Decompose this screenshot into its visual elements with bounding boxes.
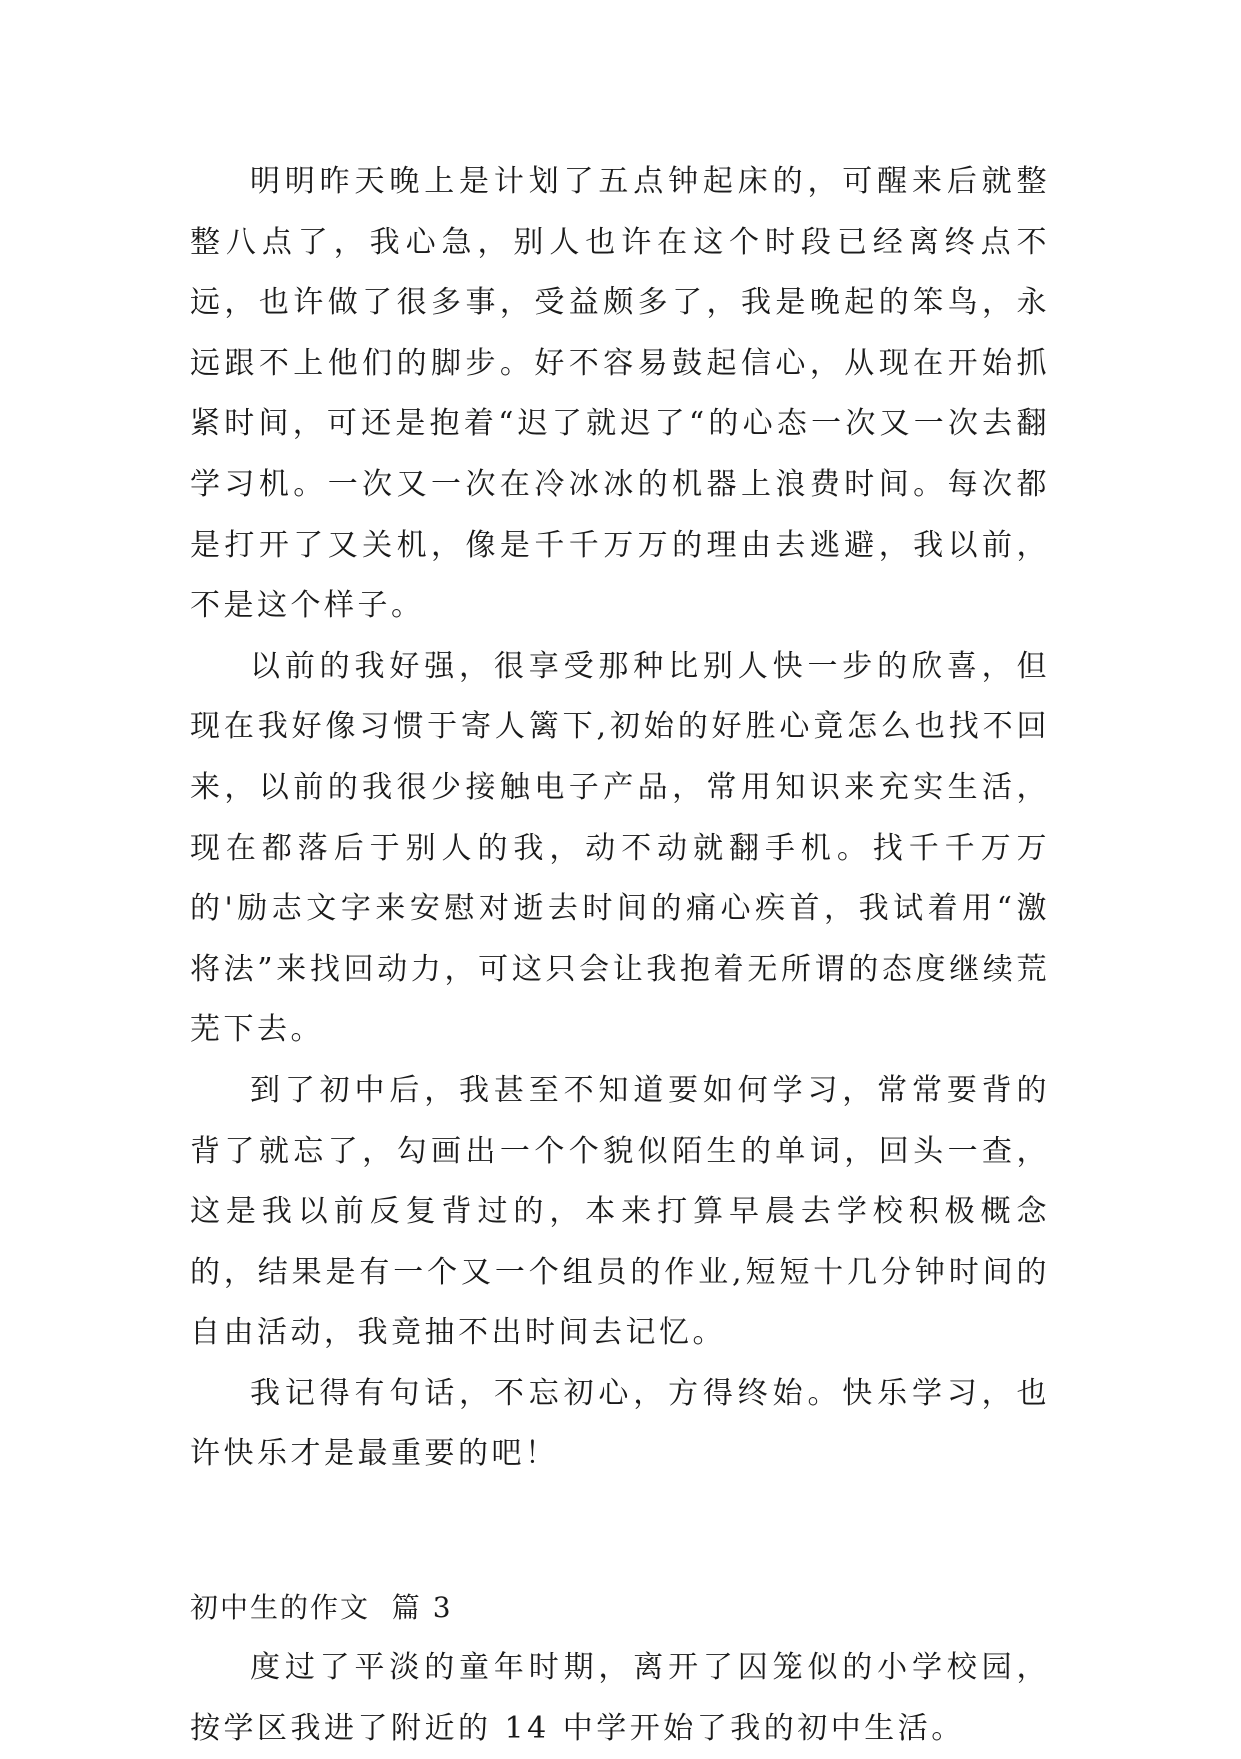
paragraph: 明明昨天晚上是计划了五点钟起床的，可醒来后就整整八点了，我心急，别人也许在这个时段已经离终点不远，也许做了很多事，受益颇多了，我是晚起的笨鸟，永远跟不上他们的脚步。好不容易鼓起信心，从现在开始抓紧时间，可还是抱着“迟了就迟了“的心态一次又一次去翻学习机。一次又一次在冷冰冰的机器上浪费时间。每次都是打开了又关机，像是千千万万的理由去逃避，我以前，不是这个样子。 <box>190 164 1050 624</box>
paragraph: 到了初中后，我甚至不知道要如何学习，常常要背的背了就忘了，勾画出一个个貌似陌生的单词，回头一查，这是我以前反复背过的，本来打算早晨去学校积极概念的，结果是有一个又一个组员的作业,短短十几分钟时间的自由活动，我竟抽不出时间去记忆。 <box>190 1072 1050 1351</box>
paragraph: 以前的我好强，很享受那种比别人快一步的欣喜，但现在我好像习惯于寄人篱下,初始的好胜心竟怎么也找不回来，以前的我很少接触电子产品，常用知识来充实生活，现在都落后于别人的我，动不动就翻手机。找千千万万的'励志文字来安慰对逝去时间的痛心疾首，我试着用“激将法”来找回动力，可这只会让我抱着无所谓的态度继续荒芜下去。 <box>190 648 1050 1048</box>
document-page <box>190 152 1050 1759</box>
paragraph: 度过了平淡的童年时期，离开了囚笼似的小学校园，按学区我进了附近的 14 中学开始了我的初中生活。 <box>190 1650 1050 1746</box>
paragraph: 我记得有句话，不忘初心，方得终始。快乐学习，也许快乐才是最重要的吧！ <box>190 1375 1050 1472</box>
section-title: 初中生的作文 篇 3 <box>190 1591 453 1625</box>
